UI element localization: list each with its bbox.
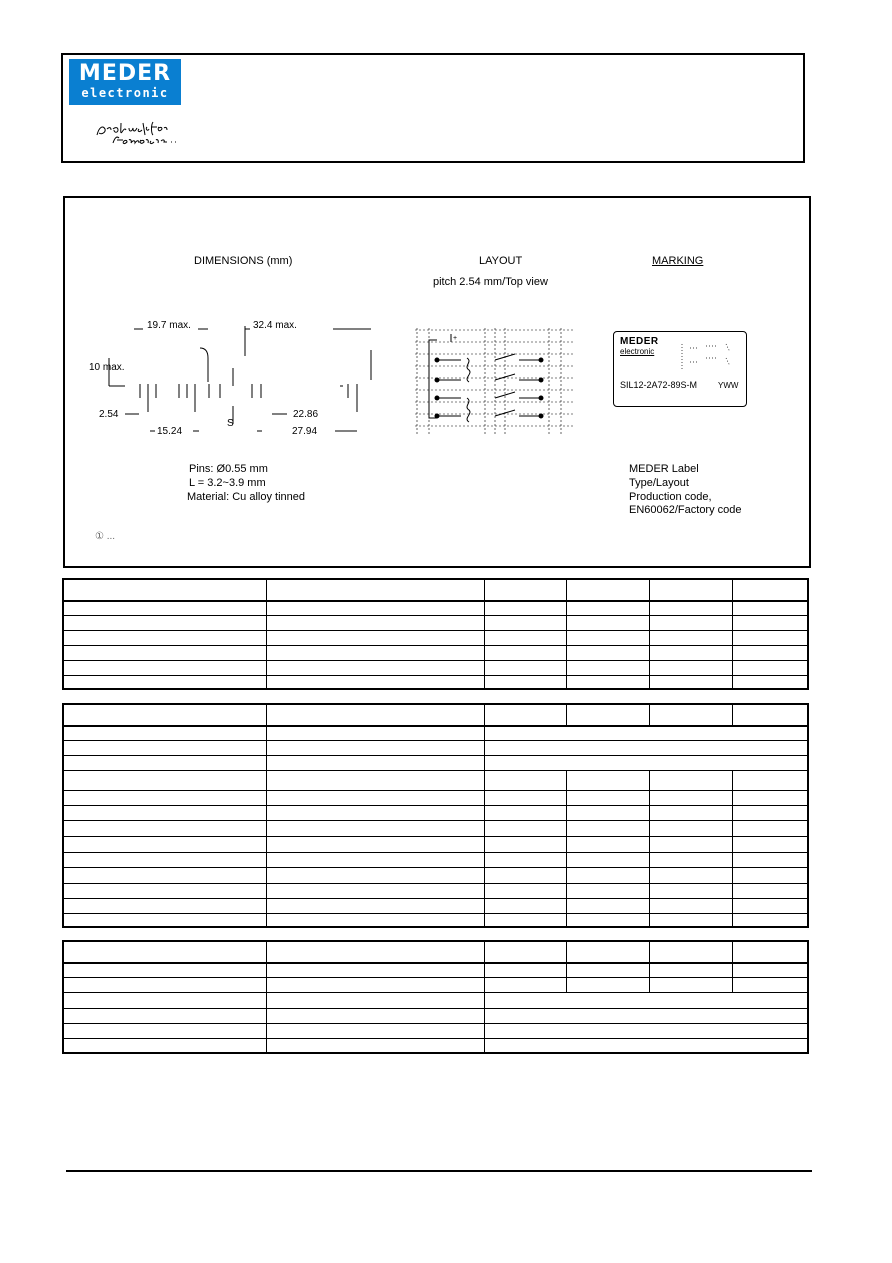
dim-22-86: 22.86 [293,409,319,420]
dimensions-title: DIMENSIONS (mm) [194,255,293,267]
pins-note-2: L = 3.2~3.9 mm [189,477,266,489]
marking-label-brand: MEDER [620,336,659,347]
dim-15-24: 15.24 [157,426,183,437]
logo-text-main: MEDER [78,61,172,86]
spec-table-3 [62,940,809,1054]
dim-width-left: 19.7 max. [147,320,191,331]
marking-note-4: EN60062/Factory code [629,504,742,516]
logo-text-sub: electronic [81,86,169,100]
layout-schematic [415,328,573,436]
marking-label-type: SIL12-2A72-89S-M [620,380,698,390]
pins-note-1: Pins: Ø0.55 mm [189,463,268,475]
marking-label-code: YWW [718,381,739,390]
svg-text:+: + [453,335,458,342]
marking-label-box [613,331,747,407]
dim-pitch: 2.54 [99,409,119,420]
layout-title: LAYOUT [479,255,523,267]
meder-logo [69,59,181,105]
marking-note-1: MEDER Label [629,463,699,475]
marking-title: MARKING [652,255,704,267]
dim-width-right: 32.4 max. [253,320,297,331]
approval-symbol: ① ... [95,531,116,542]
dim-27-94: 27.94 [292,426,318,437]
marking-note-3: Production code, [629,491,712,503]
spec-table-1 [62,578,809,690]
layout-subtitle: pitch 2.54 mm/Top view [433,276,548,288]
pins-note-3: Material: Cu alloy tinned [187,491,306,503]
footer-rule [66,1170,812,1172]
header-box [61,53,805,163]
tagline-signature [91,105,201,151]
dim-s: S [227,418,234,429]
drawing-frame [63,196,811,568]
marking-note-2: Type/Layout [629,477,689,489]
dim-height: 10 max. [89,362,125,373]
marking-label-sub: electronic [620,347,655,356]
spec-table-2 [62,703,809,928]
marking-label-schematic [676,338,740,374]
